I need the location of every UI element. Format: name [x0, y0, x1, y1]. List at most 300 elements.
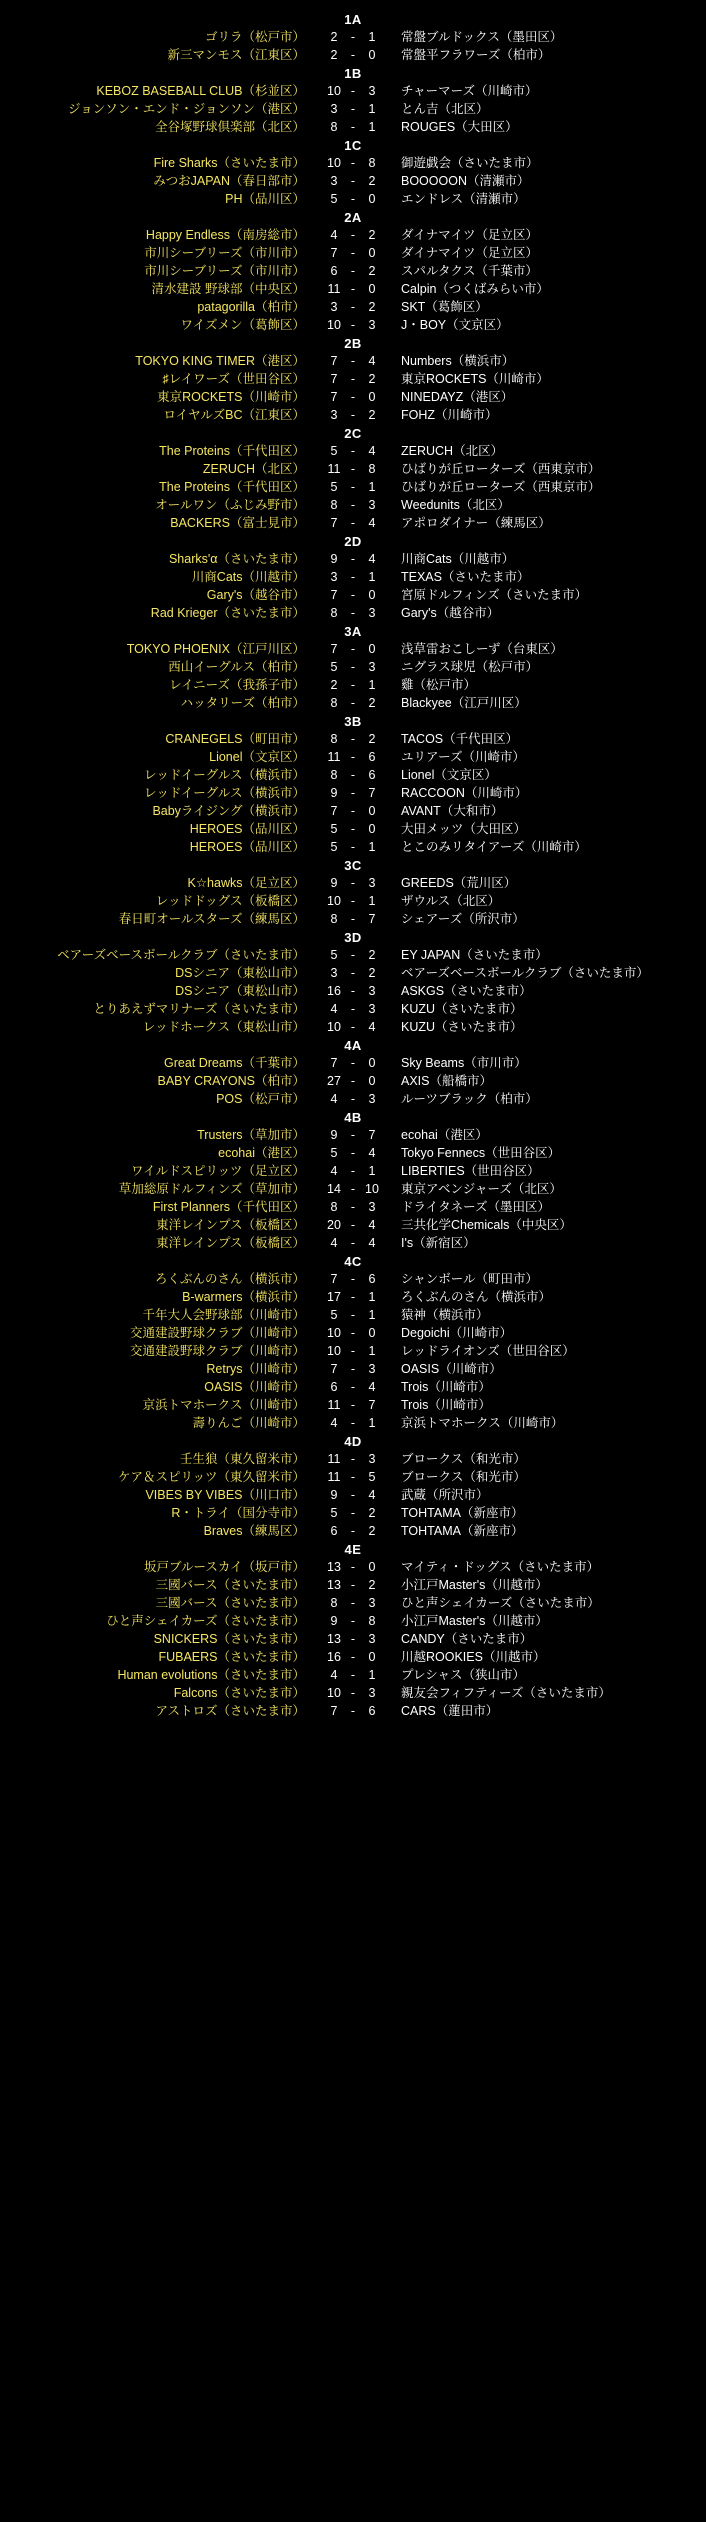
- home-score: 8: [330, 912, 338, 926]
- home-team-name: POS（松戸市）: [216, 1092, 305, 1106]
- score-separator: -: [350, 30, 356, 44]
- match-row: [0, 244, 706, 262]
- away-team-name: ひばりが丘ローターズ（西東京市）: [401, 462, 601, 476]
- match-score: [311, 749, 395, 765]
- home-team-name: Braves（練馬区）: [203, 1524, 305, 1538]
- away-score: 2: [368, 408, 376, 422]
- away-team-name: レッドライオンズ（世田谷区）: [401, 1344, 575, 1358]
- match-row: [0, 1702, 706, 1720]
- home-score: 4: [330, 1668, 338, 1682]
- match-score: [311, 731, 395, 747]
- away-team-name: FOHZ（川崎市）: [401, 408, 498, 422]
- away-team-name: AVANT（大和市）: [401, 804, 504, 818]
- match-score: [311, 101, 395, 117]
- group-header: 4A: [344, 1038, 362, 1053]
- match-score: [311, 875, 395, 891]
- match-score: [311, 785, 395, 801]
- away-team-name: Calpin（つくばみらい市）: [401, 282, 549, 296]
- home-score: 2: [330, 48, 338, 62]
- away-team-name: ザウルス（北区）: [401, 894, 501, 908]
- away-score: 6: [368, 750, 376, 764]
- match-row: [0, 1486, 706, 1504]
- away-team-name: 東京ROCKETS（川崎市）: [401, 372, 549, 386]
- away-team-name: CANDY（さいたま市）: [401, 1632, 533, 1646]
- away-team-name: TEXAS（さいたま市）: [401, 570, 530, 584]
- match-score: [311, 353, 395, 369]
- away-score: 0: [368, 48, 376, 62]
- home-score: 11: [327, 282, 341, 296]
- away-score: 10: [365, 1182, 379, 1196]
- away-team-name: RACCOON（川崎市）: [401, 786, 528, 800]
- away-score: 0: [368, 1560, 376, 1574]
- away-score: 0: [368, 390, 376, 404]
- home-score: 27: [327, 1074, 341, 1088]
- away-score: 2: [368, 1578, 376, 1592]
- home-score: 9: [330, 1128, 338, 1142]
- match-score: [311, 983, 395, 999]
- home-score: 11: [327, 750, 341, 764]
- away-score: 2: [368, 372, 376, 386]
- home-score: 8: [330, 498, 338, 512]
- home-team-name: PH（品川区）: [225, 192, 305, 206]
- match-row: [0, 604, 706, 622]
- away-team-name: AXIS（船橋市）: [401, 1074, 492, 1088]
- home-team-name: Trusters（草加市）: [197, 1128, 305, 1142]
- score-separator: -: [350, 1128, 356, 1142]
- home-score: 11: [327, 1470, 341, 1484]
- match-row: [0, 1414, 706, 1432]
- away-score: 0: [368, 804, 376, 818]
- home-team-name: アストロズ（さいたま市）: [155, 1704, 305, 1718]
- match-row: [0, 1018, 706, 1036]
- home-score: 2: [330, 678, 338, 692]
- match-score: [311, 641, 395, 657]
- group-header: 2D: [344, 534, 362, 549]
- score-separator: -: [350, 354, 356, 368]
- away-score: 2: [368, 696, 376, 710]
- away-score: 3: [368, 1632, 376, 1646]
- score-separator: -: [350, 750, 356, 764]
- match-row: [0, 640, 706, 658]
- away-score: 2: [368, 1506, 376, 1520]
- away-team-name: Numbers（横浜市）: [401, 354, 515, 368]
- home-score: 8: [330, 732, 338, 746]
- away-team-name: ecohai（港区）: [401, 1128, 488, 1142]
- match-row: [0, 766, 706, 784]
- home-score: 4: [330, 1416, 338, 1430]
- match-row: [0, 388, 706, 406]
- away-score: 0: [368, 1650, 376, 1664]
- away-score: 8: [368, 462, 376, 476]
- score-separator: -: [350, 660, 356, 674]
- match-row: [0, 1450, 706, 1468]
- score-separator: -: [350, 156, 356, 170]
- away-team-name: ニグラス球児（松戸市）: [401, 660, 539, 674]
- home-team-name: ♯レイワーズ（世田谷区）: [162, 372, 305, 386]
- home-score: 20: [327, 1218, 341, 1232]
- match-score: [311, 551, 395, 567]
- score-separator: -: [350, 1560, 356, 1574]
- match-score: [311, 1325, 395, 1341]
- away-team-name: ASKGS（さいたま市）: [401, 984, 532, 998]
- score-separator: -: [350, 300, 356, 314]
- home-score: 5: [330, 948, 338, 962]
- home-score: 3: [330, 174, 338, 188]
- away-team-name: ダイナマイツ（足立区）: [401, 246, 539, 260]
- home-team-name: The Proteins（千代田区）: [159, 444, 305, 458]
- match-row: [0, 748, 706, 766]
- match-score: [311, 1577, 395, 1593]
- match-score: [311, 1415, 395, 1431]
- match-score: [311, 1487, 395, 1503]
- home-score: 8: [330, 606, 338, 620]
- match-score: [311, 659, 395, 675]
- home-team-name: レッドイーグルス（横浜市）: [143, 768, 305, 782]
- score-separator: -: [350, 1362, 356, 1376]
- away-team-name: EY JAPAN（さいたま市）: [401, 948, 548, 962]
- home-score: 7: [330, 1362, 338, 1376]
- away-score: 8: [368, 1614, 376, 1628]
- home-team-name: Lionel（文京区）: [209, 750, 305, 764]
- home-score: 7: [330, 588, 338, 602]
- home-score: 6: [330, 1380, 338, 1394]
- home-team-name: Fire Sharks（さいたま市）: [153, 156, 305, 170]
- away-score: 0: [368, 1326, 376, 1340]
- match-score: [311, 1559, 395, 1575]
- match-row: [0, 1270, 706, 1288]
- home-team-name: Gary's（越谷市）: [206, 588, 305, 602]
- group-header: 1A: [344, 12, 362, 27]
- away-team-name: ブロークス（和光市）: [401, 1452, 526, 1466]
- match-score: [311, 1307, 395, 1323]
- home-team-name: TOKYO KING TIMER（港区）: [135, 354, 305, 368]
- match-row: [0, 442, 706, 460]
- match-score: [311, 1289, 395, 1305]
- away-score: 1: [368, 30, 376, 44]
- match-score: [311, 281, 395, 297]
- match-row: [0, 1558, 706, 1576]
- score-separator: -: [350, 1578, 356, 1592]
- away-score: 0: [368, 642, 376, 656]
- match-row: [0, 1612, 706, 1630]
- home-team-name: K☆hawks（足立区）: [187, 876, 305, 890]
- match-score: [311, 1091, 395, 1107]
- match-score: [311, 191, 395, 207]
- score-separator: -: [350, 1596, 356, 1610]
- away-team-name: Gary's（越谷市）: [401, 606, 500, 620]
- match-row: [0, 1360, 706, 1378]
- match-score: [311, 1505, 395, 1521]
- away-team-name: ダイナマイツ（足立区）: [401, 228, 539, 242]
- away-team-name: KUZU（さいたま市）: [401, 1020, 523, 1034]
- home-team-name: ワイズメン（葛飾区）: [180, 318, 305, 332]
- away-score: 1: [368, 480, 376, 494]
- home-score: 7: [330, 1056, 338, 1070]
- score-separator: -: [350, 804, 356, 818]
- home-score: 10: [327, 894, 341, 908]
- score-separator: -: [350, 318, 356, 332]
- home-team-name: Sharks'α（さいたま市）: [168, 552, 305, 566]
- away-score: 2: [368, 264, 376, 278]
- score-separator: -: [350, 1182, 356, 1196]
- match-row: [0, 1162, 706, 1180]
- away-team-name: 常盤ブルドックス（墨田区）: [401, 30, 563, 44]
- home-score: 9: [330, 786, 338, 800]
- home-score: 13: [327, 1560, 341, 1574]
- match-score: [311, 1451, 395, 1467]
- score-separator: -: [350, 768, 356, 782]
- score-separator: -: [350, 1164, 356, 1178]
- group-header: 2C: [344, 426, 362, 441]
- away-team-name: NINEDAYZ（港区）: [401, 390, 514, 404]
- home-team-name: 交通建設野球クラブ（川崎市）: [129, 1326, 305, 1340]
- group-header: 3C: [344, 858, 362, 873]
- home-score: 5: [330, 1146, 338, 1160]
- score-separator: -: [350, 552, 356, 566]
- away-score: 1: [368, 1668, 376, 1682]
- match-row: [0, 838, 706, 856]
- match-score: [311, 1469, 395, 1485]
- score-separator: -: [350, 1020, 356, 1034]
- home-score: 8: [330, 120, 338, 134]
- home-team-name: レイニーズ（我孫子市）: [169, 678, 305, 692]
- match-row: [0, 568, 706, 586]
- score-separator: -: [350, 1056, 356, 1070]
- away-score: 6: [368, 1704, 376, 1718]
- away-score: 1: [368, 102, 376, 116]
- group-header: 2A: [344, 210, 362, 225]
- match-score: [311, 461, 395, 477]
- match-row: [0, 46, 706, 64]
- match-score: [311, 605, 395, 621]
- match-row: [0, 1684, 706, 1702]
- away-score: 4: [368, 444, 376, 458]
- score-separator: -: [350, 840, 356, 854]
- home-score: 7: [330, 390, 338, 404]
- match-row: [0, 1666, 706, 1684]
- away-team-name: シャンボール（町田市）: [401, 1272, 539, 1286]
- score-separator: -: [350, 246, 356, 260]
- home-team-name: Happy Endless（南房総市）: [145, 228, 305, 242]
- away-score: 1: [368, 894, 376, 908]
- score-separator: -: [350, 1614, 356, 1628]
- match-score: [311, 119, 395, 135]
- match-row: [0, 910, 706, 928]
- away-team-name: 川商Cats（川越市）: [401, 552, 515, 566]
- home-team-name: 京浜トマホークス（川崎市）: [142, 1398, 305, 1412]
- match-row: [0, 1234, 706, 1252]
- match-row: [0, 1468, 706, 1486]
- home-score: 11: [327, 462, 341, 476]
- match-score: [311, 839, 395, 855]
- away-score: 0: [368, 282, 376, 296]
- away-team-name: Sky Beams（市川市）: [401, 1056, 527, 1070]
- match-score: [311, 155, 395, 171]
- score-separator: -: [350, 1398, 356, 1412]
- home-team-name: 千年大人会野球部（川崎市）: [142, 1308, 305, 1322]
- away-score: 0: [368, 1074, 376, 1088]
- home-team-name: 春日町オールスターズ（練馬区）: [118, 912, 305, 926]
- home-team-name: 三國バース（さいたま市）: [155, 1596, 305, 1610]
- away-score: 3: [368, 1092, 376, 1106]
- score-separator: -: [350, 480, 356, 494]
- home-team-name: BACKERS（富士見市）: [170, 516, 305, 530]
- score-separator: -: [350, 1344, 356, 1358]
- away-team-name: CARS（蓮田市）: [401, 1704, 499, 1718]
- score-separator: -: [350, 462, 356, 476]
- home-team-name: 新三マンモス（江東区）: [167, 48, 305, 62]
- away-score: 8: [368, 156, 376, 170]
- match-row: [0, 190, 706, 208]
- score-separator: -: [350, 1074, 356, 1088]
- away-team-name: ろくぶんのさん（横浜市）: [401, 1290, 552, 1304]
- away-team-name: 川越ROOKIES（川越市）: [401, 1650, 546, 1664]
- home-team-name: Babyライジング（横浜市）: [152, 804, 305, 818]
- score-separator: -: [350, 948, 356, 962]
- home-team-name: オールワン（ふじみ野市）: [155, 498, 305, 512]
- home-score: 10: [327, 84, 341, 98]
- score-separator: -: [350, 1380, 356, 1394]
- home-score: 13: [327, 1578, 341, 1592]
- match-row: [0, 1342, 706, 1360]
- home-score: 5: [330, 1506, 338, 1520]
- home-team-name: とりあえずマリナーズ（さいたま市）: [93, 1002, 305, 1016]
- away-score: 7: [368, 912, 376, 926]
- match-score: [311, 1163, 395, 1179]
- match-row: [0, 1000, 706, 1018]
- match-row: [0, 784, 706, 802]
- home-team-name: 川商Cats（川越市）: [191, 570, 305, 584]
- match-score: [311, 1649, 395, 1665]
- home-team-name: 交通建設野球クラブ（川崎市）: [129, 1344, 305, 1358]
- home-score: 4: [330, 228, 338, 242]
- away-score: 7: [368, 1128, 376, 1142]
- away-score: 3: [368, 1200, 376, 1214]
- match-row: [0, 1522, 706, 1540]
- away-team-name: TOHTAMA（新座市）: [401, 1506, 524, 1520]
- away-score: 6: [368, 768, 376, 782]
- match-row: [0, 352, 706, 370]
- match-row: [0, 496, 706, 514]
- home-team-name: Rad Krieger（さいたま市）: [150, 606, 305, 620]
- score-separator: -: [350, 1452, 356, 1466]
- home-score: 7: [330, 246, 338, 260]
- score-separator: -: [350, 1002, 356, 1016]
- away-score: 4: [368, 516, 376, 530]
- match-row: [0, 1126, 706, 1144]
- group-header: 3D: [344, 930, 362, 945]
- score-separator: -: [350, 696, 356, 710]
- away-team-name: SKT（葛飾区）: [401, 300, 488, 314]
- home-score: 5: [330, 444, 338, 458]
- home-team-name: HEROES（品川区）: [189, 840, 305, 854]
- home-score: 13: [327, 1632, 341, 1646]
- score-separator: -: [350, 1272, 356, 1286]
- match-score: [311, 1145, 395, 1161]
- away-score: 2: [368, 948, 376, 962]
- home-team-name: DSシニア（東松山市）: [175, 984, 305, 998]
- home-team-name: 東洋レインプス（板橋区）: [156, 1236, 305, 1250]
- match-score: [311, 965, 395, 981]
- home-score: 7: [330, 804, 338, 818]
- match-score: [311, 1397, 395, 1413]
- match-row: [0, 1054, 706, 1072]
- match-row: [0, 1072, 706, 1090]
- home-team-name: OASIS（川崎市）: [204, 1380, 305, 1394]
- away-team-name: Degoichi（川崎市）: [401, 1326, 513, 1340]
- home-score: 10: [327, 1686, 341, 1700]
- away-team-name: シェアーズ（所沢市）: [401, 912, 525, 926]
- match-row: [0, 1630, 706, 1648]
- match-row: [0, 154, 706, 172]
- away-team-name: 常盤平フラワーズ（柏市）: [401, 48, 551, 62]
- match-score: [311, 479, 395, 495]
- home-score: 10: [327, 156, 341, 170]
- home-score: 3: [330, 570, 338, 584]
- away-team-name: 東京アベンジャーズ（北区）: [401, 1182, 562, 1196]
- away-team-name: KUZU（さいたま市）: [401, 1002, 523, 1016]
- home-score: 3: [330, 102, 338, 116]
- home-team-name: B-warmers（横浜市）: [182, 1290, 305, 1304]
- match-row: [0, 118, 706, 136]
- away-score: 3: [368, 606, 376, 620]
- match-row: [0, 820, 706, 838]
- away-score: 1: [368, 678, 376, 692]
- away-team-name: ドライタネーズ（墨田区）: [401, 1200, 551, 1214]
- away-score: 4: [368, 1020, 376, 1034]
- home-team-name: レッドイーグルス（横浜市）: [143, 786, 305, 800]
- match-row: [0, 1378, 706, 1396]
- away-team-name: 大田メッツ（大田区）: [401, 822, 527, 836]
- match-row: [0, 1576, 706, 1594]
- away-team-name: GREEDS（荒川区）: [401, 876, 517, 890]
- home-score: 7: [330, 372, 338, 386]
- group-header: 2B: [344, 336, 362, 351]
- match-score: [311, 83, 395, 99]
- score-separator: -: [350, 1704, 356, 1718]
- away-score: 0: [368, 822, 376, 836]
- score-separator: -: [350, 264, 356, 278]
- match-score: [311, 1595, 395, 1611]
- match-row: [0, 226, 706, 244]
- score-separator: -: [350, 732, 356, 746]
- home-team-name: みつおJAPAN（春日部市）: [153, 174, 305, 188]
- match-row: [0, 514, 706, 532]
- match-score: [311, 1685, 395, 1701]
- score-separator: -: [350, 192, 356, 206]
- home-team-name: CRANEGELS（町田市）: [165, 732, 305, 746]
- score-separator: -: [350, 588, 356, 602]
- home-team-name: patagorilla（柏市）: [197, 300, 305, 314]
- score-separator: -: [350, 228, 356, 242]
- match-row: [0, 1594, 706, 1612]
- match-score: [311, 893, 395, 909]
- match-score: [311, 515, 395, 531]
- match-score: [311, 587, 395, 603]
- match-score: [311, 245, 395, 261]
- match-score: [311, 1613, 395, 1629]
- match-score: [311, 443, 395, 459]
- home-team-name: DSシニア（東松山市）: [175, 966, 305, 980]
- match-score: [311, 227, 395, 243]
- home-score: 16: [327, 1650, 341, 1664]
- home-team-name: ベアーズベースボールクラブ（さいたま市）: [57, 948, 305, 962]
- match-score: [311, 947, 395, 963]
- match-score: [311, 1343, 395, 1359]
- match-row: [0, 874, 706, 892]
- match-row: [0, 1306, 706, 1324]
- home-score: 6: [330, 264, 338, 278]
